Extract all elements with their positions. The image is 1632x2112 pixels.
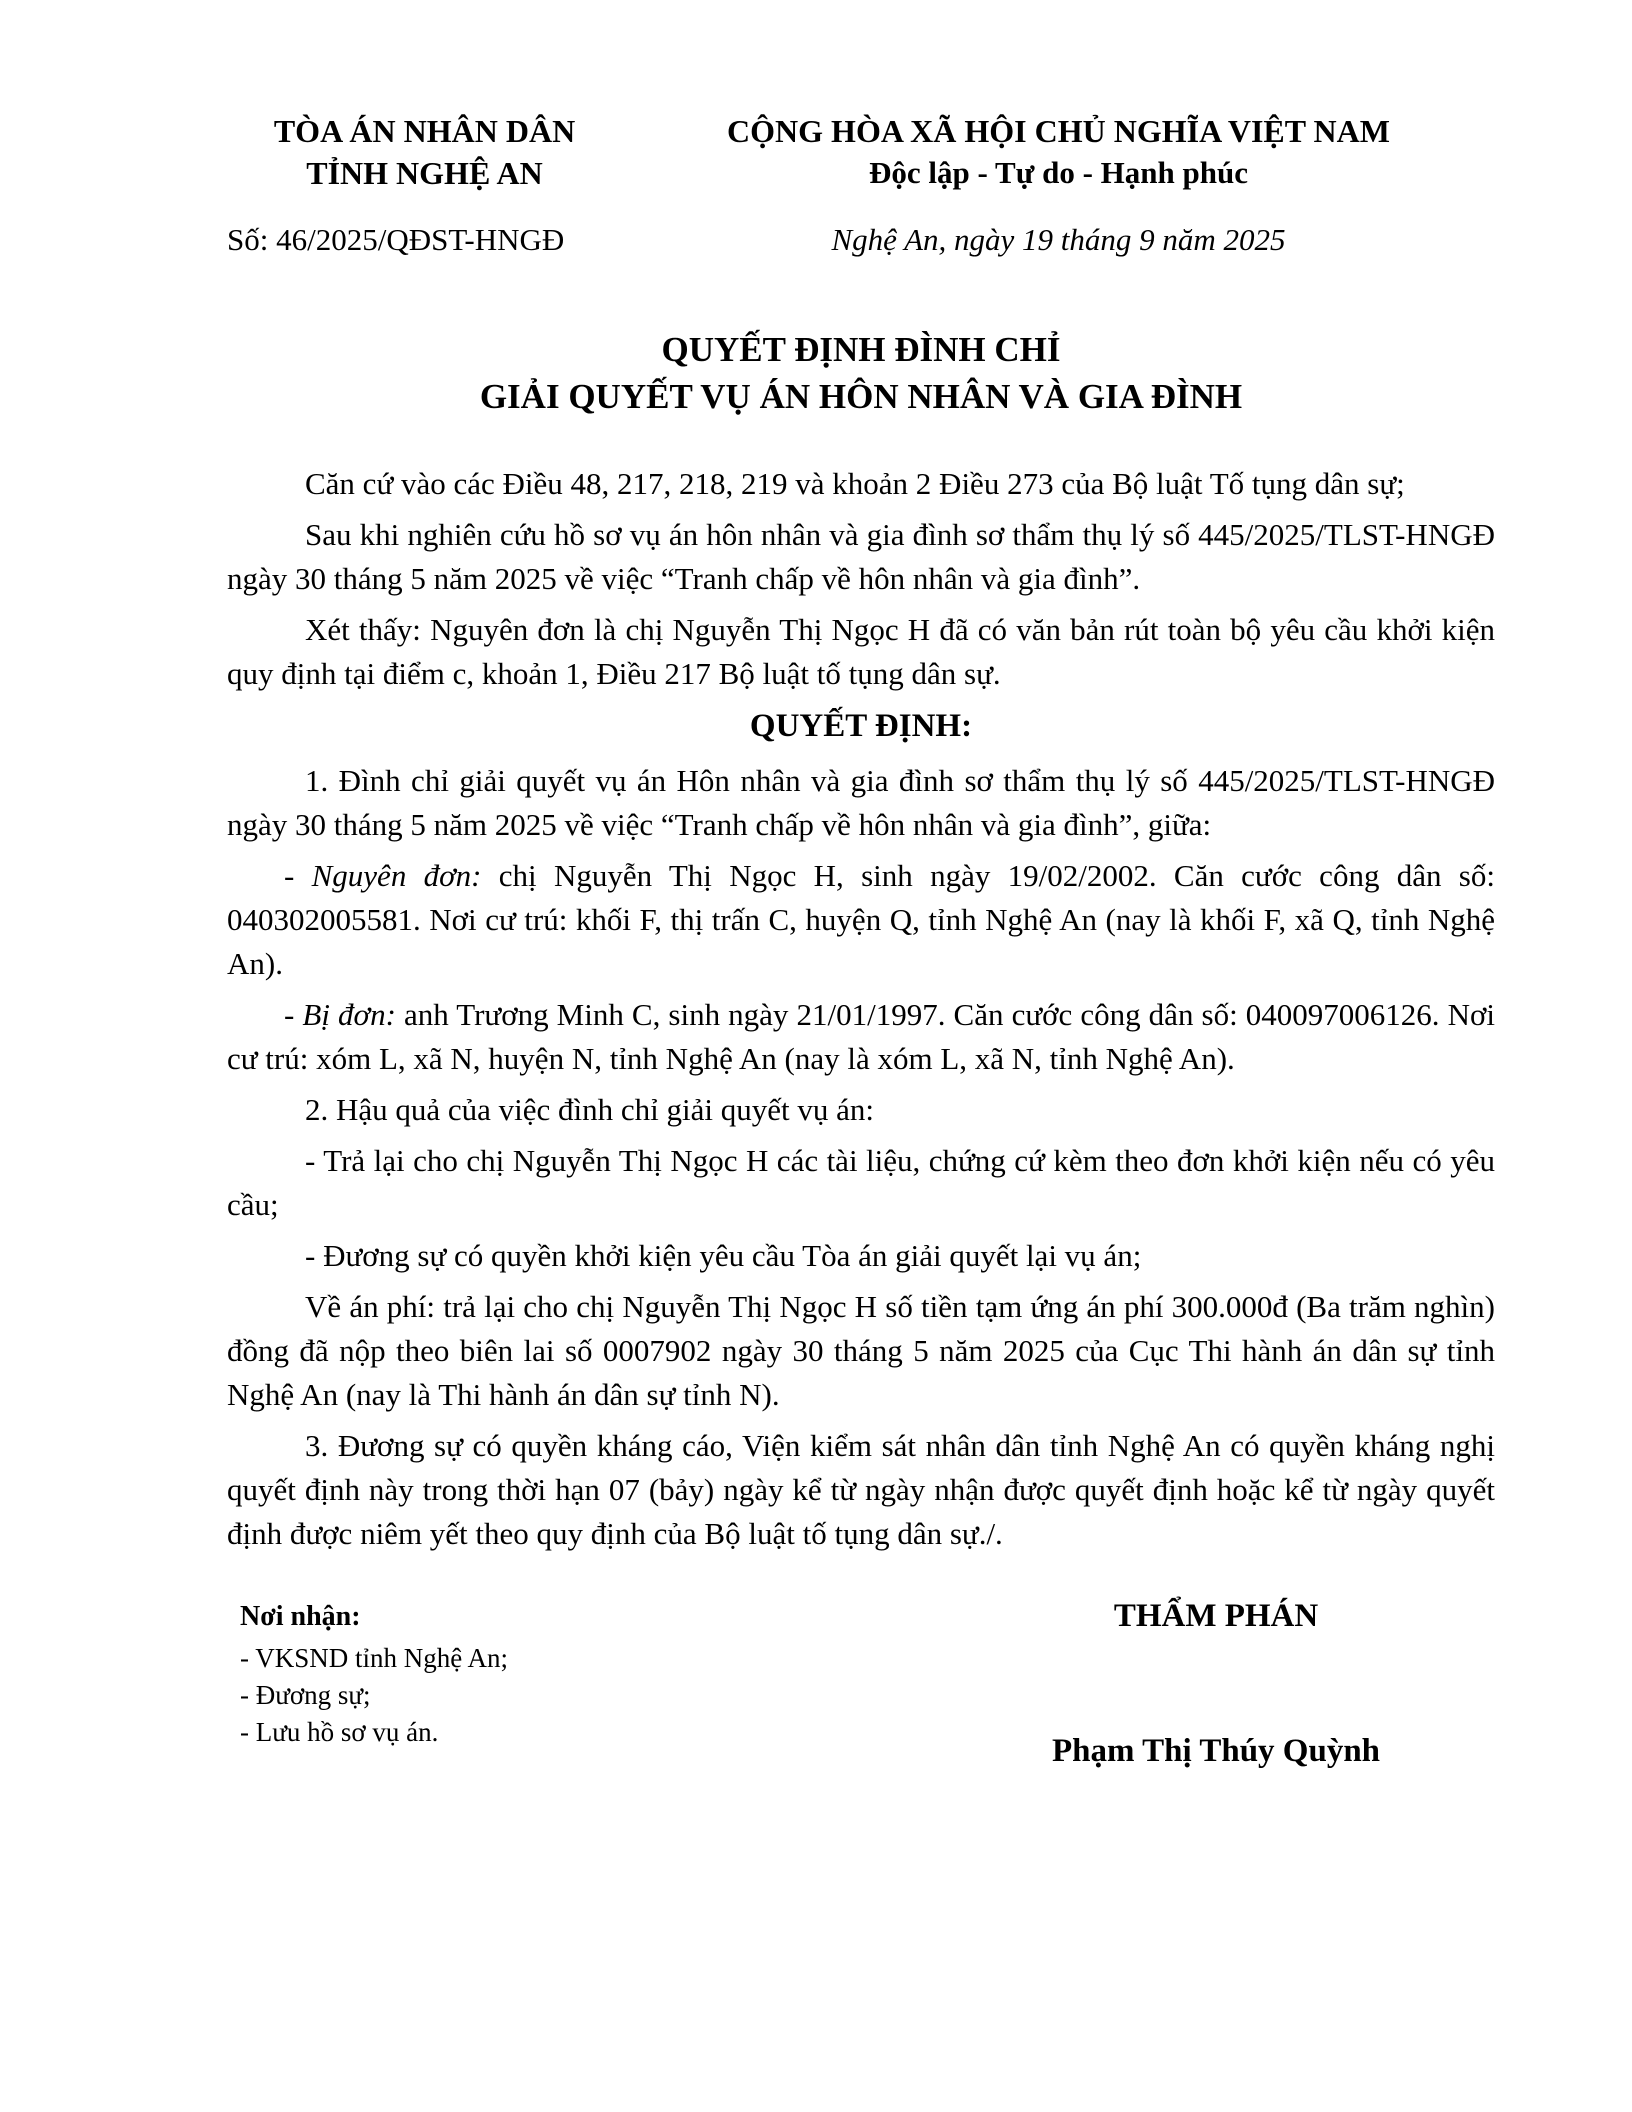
plaintiff-label: - Nguyên đơn:	[284, 858, 482, 893]
national-header-block	[622, 110, 1495, 258]
judge-name: Phạm Thị Thúy Quỳnh	[1052, 1733, 1381, 1769]
place-date-line: Nghệ An, ngày 19 tháng 9 năm 2025	[831, 222, 1286, 257]
decision-item-3: 3. Đương sự có quyền kháng cáo, Viện kiểm sát nhân dân tỉnh Nghệ An có quyền kháng nghị quyết định này trong thời hạn 07 (bảy) ngày kể từ ngày nhận được quyết định hoặc kể từ ngày quyết định được niêm yết theo quy định của Bộ luật tố tụng dân sự./.	[227, 1428, 1495, 1551]
defendant-text: anh Trương Minh C, sinh ngày 21/01/1997. Căn cước công dân số: 040097006126. Nơi cư trú: xóm L, xã N, huyện N, tỉnh Nghệ An (nay là xóm L, xã N, tỉnh Nghệ An).	[227, 997, 1495, 1076]
defendant-label: - Bị đơn:	[284, 997, 396, 1032]
document-title	[227, 326, 1495, 420]
document-number: Số: 46/2025/QĐST-HNGĐ	[227, 222, 565, 257]
signature-block	[937, 1598, 1495, 1770]
issuing-authority-block	[227, 110, 622, 258]
national-motto: Độc lập - Tự do - Hạnh phúc	[869, 155, 1248, 190]
recipients-block	[227, 1598, 937, 1770]
preamble-paragraph-findings: Xét thấy: Nguyên đơn là chị Nguyễn Thị Ngọc H đã có văn bản rút toàn bộ yêu cầu khởi kiện quy định tại điểm c, khoản 1, Điều 217 Bộ luật tố tụng dân sự.	[227, 612, 1495, 691]
document-footer	[227, 1598, 1495, 1770]
preamble-paragraph-legal-basis: Căn cứ vào các Điều 48, 217, 218, 219 và khoản 2 Điều 273 của Bộ luật Tố tụng dân sự;	[305, 466, 1405, 501]
recipient-item-case-file: - Lưu hồ sơ vụ án.	[240, 1717, 439, 1747]
document-content	[227, 110, 1495, 1770]
issuing-authority-line1: TÒA ÁN NHÂN DÂN	[273, 113, 576, 149]
recipient-item-vksnd: - VKSND tỉnh Nghệ An;	[240, 1643, 509, 1673]
preamble-paragraph-case-review: Sau khi nghiên cứu hồ sơ vụ án hôn nhân và gia đình sơ thẩm thụ lý số 445/2025/TLST-HNGĐ ngày 30 tháng 5 năm 2025 về việc “Tranh chấp về hôn nhân và gia đình”.	[227, 517, 1495, 596]
court-fee-paragraph: Về án phí: trả lại cho chị Nguyễn Thị Ngọc H số tiền tạm ứng án phí 300.000đ (Ba trăm nghìn) đồng đã nộp theo biên lai số 0007902 ngày 30 tháng 5 năm 2025 của Cục Thi hành án dân sự tỉnh Nghệ An (nay là Thi hành án dân sự tỉnh N).	[227, 1289, 1495, 1412]
decision-heading: QUYẾT ĐỊNH:	[749, 708, 973, 744]
issuing-authority-line2: TỈNH NGHỆ AN	[306, 155, 543, 191]
document-title-line2: GIẢI QUYẾT VỤ ÁN HÔN NHÂN VÀ GIA ĐÌNH	[479, 377, 1243, 416]
decision-item-1: 1. Đình chỉ giải quyết vụ án Hôn nhân và gia đình sơ thẩm thụ lý số 445/2025/TLST-HNGĐ ngày 30 tháng 5 năm 2025 về việc “Tranh chấp về hôn nhân và gia đình”, giữa:	[227, 763, 1495, 842]
recipients-label: Nơi nhận:	[240, 1601, 361, 1632]
decision-item-2: 2. Hậu quả của việc đình chỉ giải quyết vụ án:	[305, 1092, 875, 1127]
plaintiff-text: chị Nguyễn Thị Ngọc H, sinh ngày 19/02/2002. Căn cước công dân số: 040302005581. Nơi cư trú: khối F, thị trấn C, huyện Q, tỉnh Nghệ An (nay là khối F, xã Q, tỉnh Nghệ An).	[227, 858, 1495, 981]
national-title: CỘNG HÒA XÃ HỘI CHỦ NGHĨA VIỆT NAM	[727, 113, 1390, 149]
document-header	[227, 110, 1495, 258]
consequence-right-to-refile: - Đương sự có quyền khởi kiện yêu cầu Tòa án giải quyết lại vụ án;	[305, 1238, 1142, 1273]
document-title-line1: QUYẾT ĐỊNH ĐÌNH CHỈ	[661, 330, 1061, 369]
document-body	[227, 462, 1495, 1556]
defendant-paragraph	[227, 993, 1495, 1081]
consequence-return-documents: - Trả lại cho chị Nguyễn Thị Ngọc H các tài liệu, chứng cứ kèm theo đơn khởi kiện nếu có yêu cầu;	[227, 1143, 1495, 1222]
recipient-item-parties: - Đương sự;	[240, 1680, 371, 1710]
plaintiff-paragraph	[227, 854, 1495, 986]
judge-title: THẨM PHÁN	[1113, 1598, 1319, 1634]
